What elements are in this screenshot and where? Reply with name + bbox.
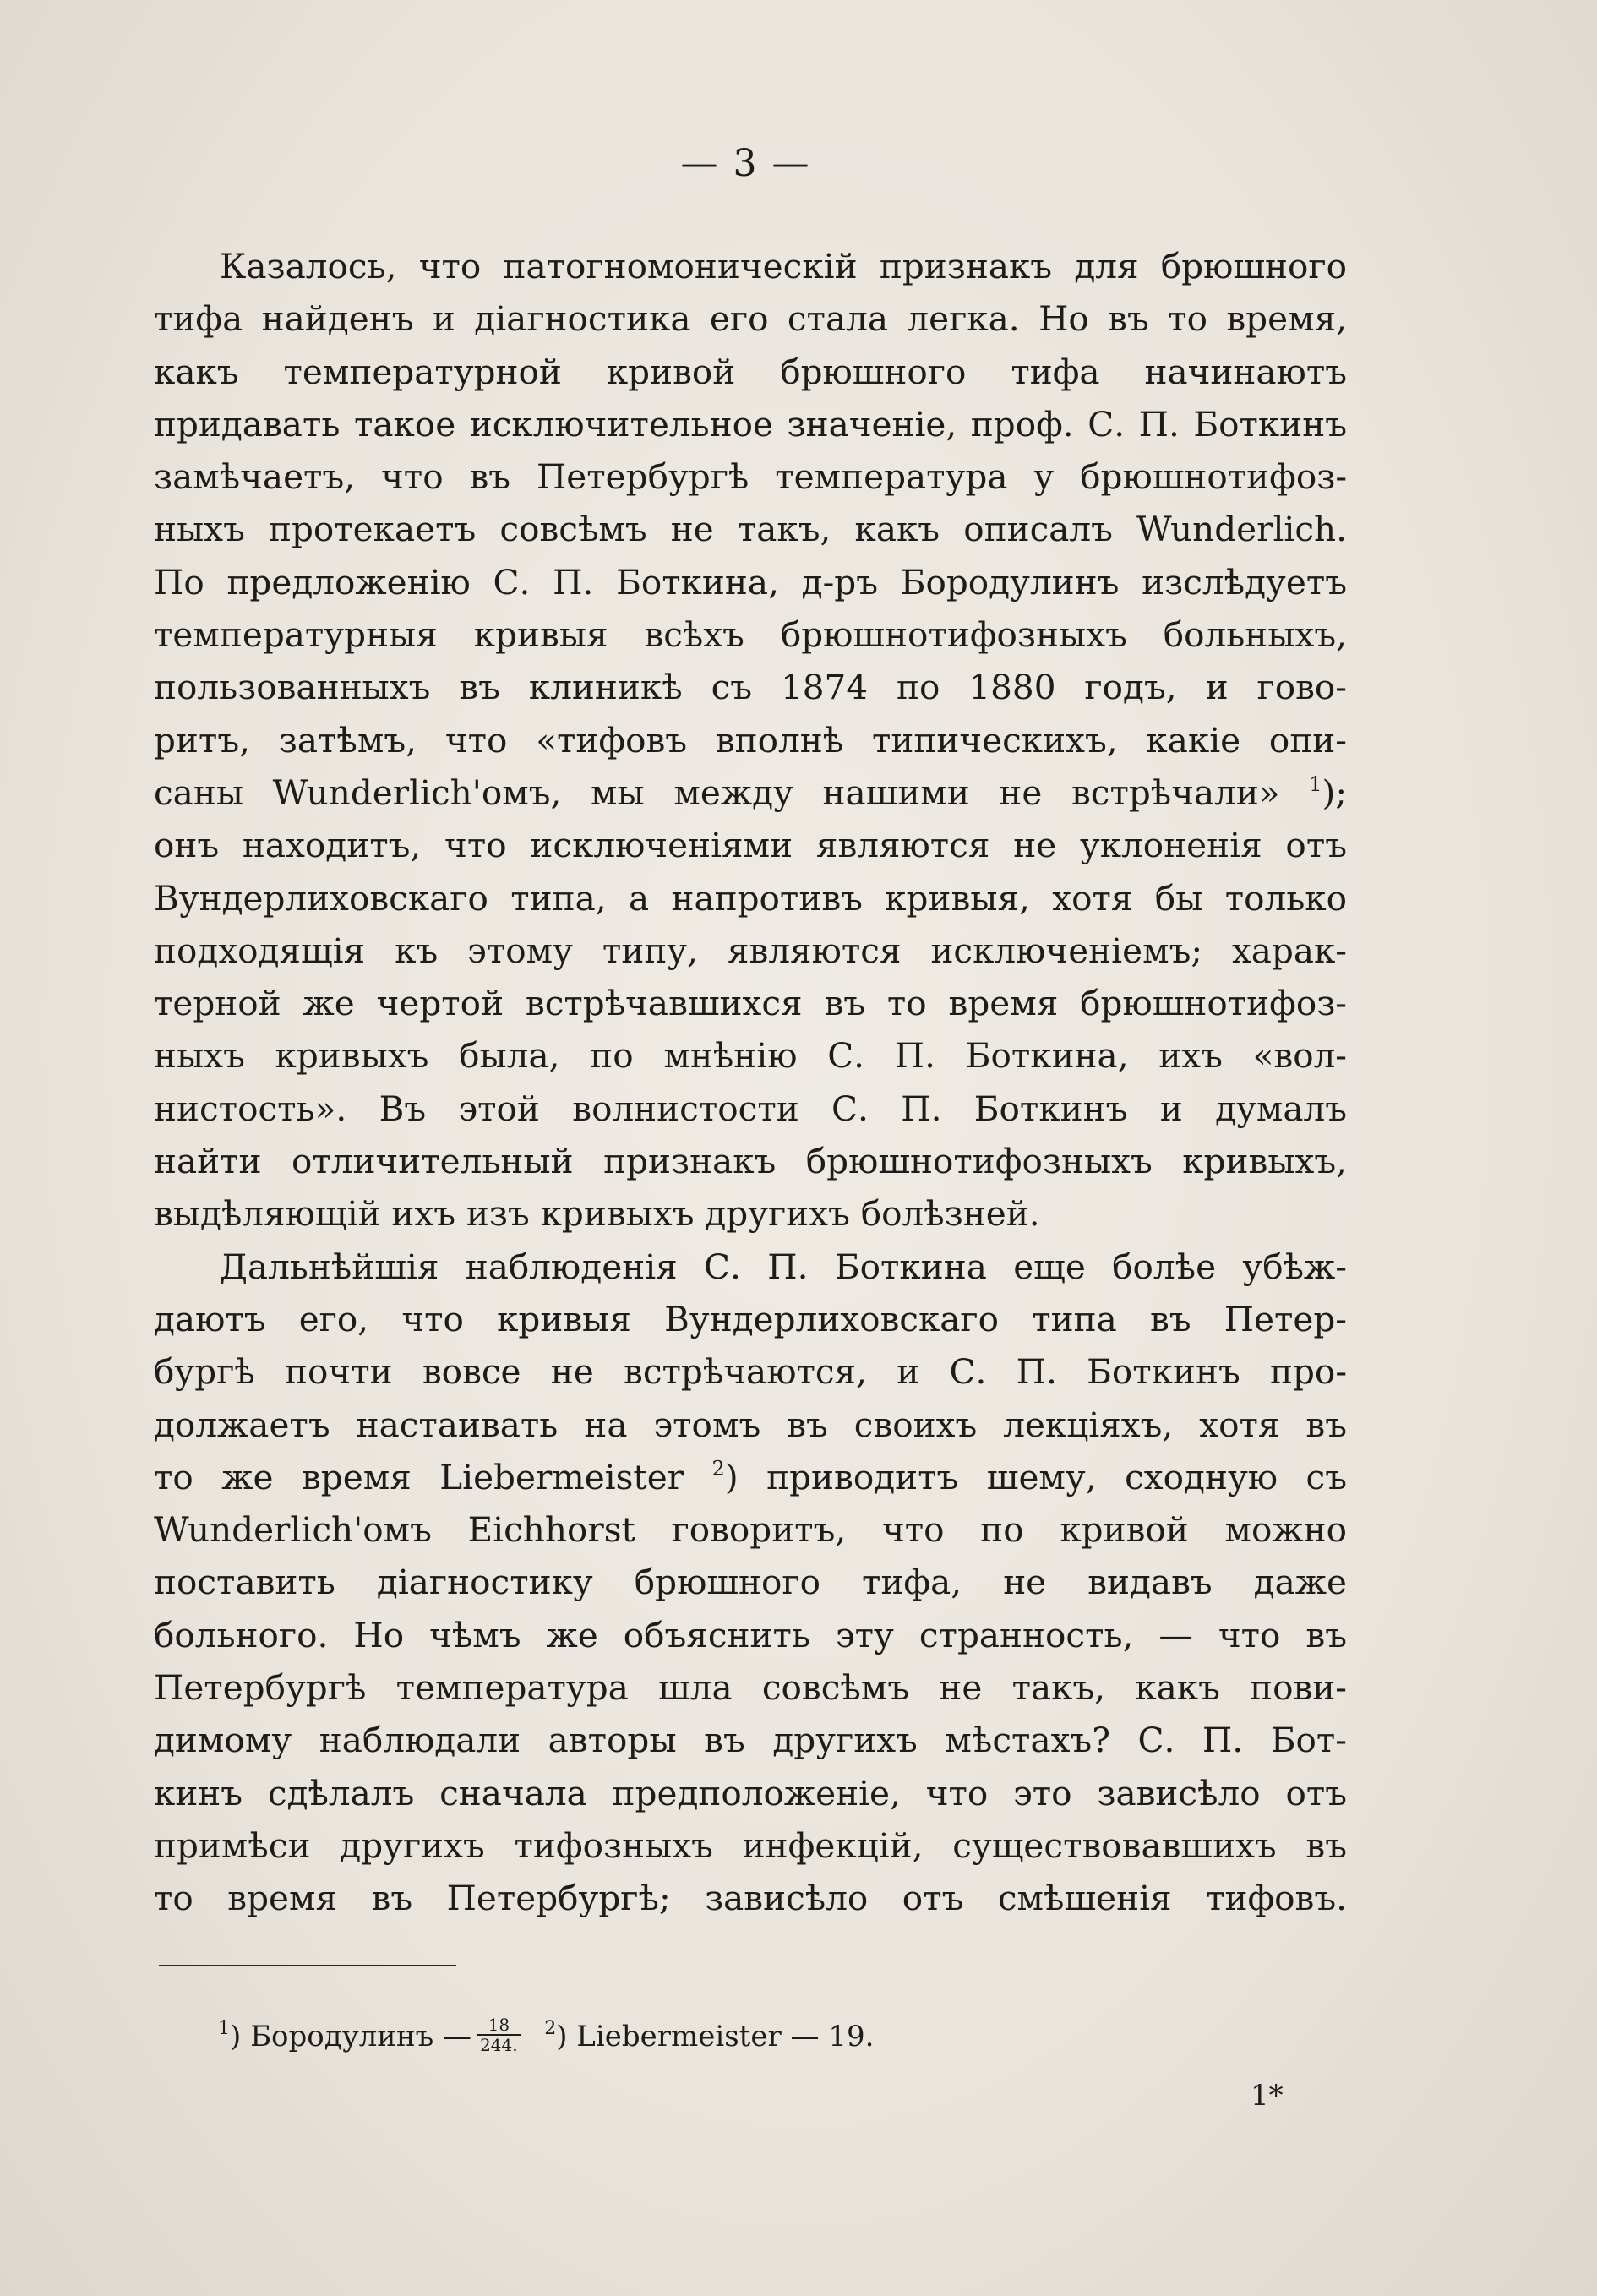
text-line: димому наблюдали авторы въ другихъ мѣстахъ? С. П. Бот- xyxy=(154,1720,1347,1761)
text-line: замѣчаетъ, что въ Петербургѣ температура у брюшнотифоз- xyxy=(154,456,1347,498)
footnote-1 xyxy=(218,2015,526,2055)
text-line: то время въ Петербургѣ; зависѣло отъ смѣшенія тифовъ. xyxy=(154,1878,1347,1919)
text-line-with-footnote xyxy=(154,766,1347,819)
text-line: кинъ сдѣлалъ сначала предположеніе, что это зависѣло отъ xyxy=(154,1772,1347,1813)
text-line: терной же чертой встрѣчавшихся въ то время брюшнотифоз- xyxy=(154,983,1347,1024)
text-line: даютъ его, что кривыя Вундерлиховскаго типа въ Петер- xyxy=(154,1298,1347,1339)
text-line: придавать такое исключительное значеніе, проф. С. П. Боткинъ xyxy=(154,403,1347,444)
text-line: тифа найденъ и діагностика его стала легка. Но въ то время, xyxy=(154,298,1347,340)
text-line-with-footnote xyxy=(154,1451,1347,1503)
text-line: примѣси другихъ тифозныхъ инфекцій, существовавшихъ въ xyxy=(154,1824,1347,1866)
footnote-fraction xyxy=(477,2015,521,2054)
text-line: найти отличительный признакъ брюшнотифозныхъ кривыхъ, xyxy=(154,1141,1347,1182)
footnote-marker: 1 xyxy=(218,2018,230,2039)
text-line: Петербургѣ температура шла совсѣмъ не такъ, какъ пови- xyxy=(154,1667,1347,1709)
text-line: Вундерлиховскаго типа, а напротивъ кривыя, хотя бы только xyxy=(154,877,1347,919)
text-line: температурныя кривыя всѣхъ брюшнотифозныхъ больныхъ, xyxy=(154,614,1347,656)
footnote-2 xyxy=(544,2020,874,2053)
text-line: должаетъ настаивать на этомъ въ своихъ лекціяхъ, хотя въ xyxy=(154,1404,1347,1445)
text-line: По предложенію С. П. Боткина, д-ръ Бородулинъ изслѣдуетъ xyxy=(154,561,1347,603)
footnote-ref: 1 xyxy=(1309,772,1322,796)
signature-mark: 1* xyxy=(1251,2079,1284,2113)
footnote-text: ) Liebermeister — 19. xyxy=(556,2020,875,2053)
text-line-segment: саны Wunderlich'омъ, мы между нашими не встрѣчали» xyxy=(154,772,1280,813)
text-line: нистость». Въ этой волнистости С. П. Боткинъ и думалъ xyxy=(154,1088,1347,1129)
text-line: онъ находитъ, что исключеніями являются не уклоненія отъ xyxy=(154,825,1347,866)
footnote-ref: 2 xyxy=(711,1456,725,1481)
text-line: ныхъ кривыхъ была, по мнѣнію С. П. Боткина, ихъ «вол- xyxy=(154,1035,1347,1077)
footnotes xyxy=(218,2011,1063,2062)
footnote-marker: 2 xyxy=(544,2018,557,2039)
text-line: ритъ, затѣмъ, что «тифовъ вполнѣ типическихъ, какіе опи- xyxy=(154,719,1347,761)
text-line: бургѣ почти вовсе не встрѣчаются, и С. П. Боткинъ про- xyxy=(154,1351,1347,1393)
fraction-denominator: 244. xyxy=(480,2035,518,2055)
text-line: больного. Но чѣмъ же объяснить эту странность, — что въ xyxy=(154,1614,1347,1655)
fraction-numerator: 18 xyxy=(477,2015,521,2036)
footnote-divider xyxy=(159,1965,456,1966)
text-line: Дальнѣйшія наблюденія С. П. Боткина еще болѣе убѣж- xyxy=(220,1246,1347,1287)
text-line: выдѣляющій ихъ изъ кривыхъ другихъ болѣзней. xyxy=(154,1193,1040,1235)
text-line-segment: ); xyxy=(1322,772,1347,813)
text-line-segment: то же время Liebermeister xyxy=(154,1456,684,1497)
footnote-text: ) Бородулинъ — xyxy=(230,2020,472,2053)
page-number: — 3 — xyxy=(680,142,811,185)
text-line: какъ температурной кривой брюшного тифа начинаютъ xyxy=(154,351,1347,392)
text-line-segment: ) приводитъ шему, сходную съ xyxy=(724,1456,1347,1497)
text-line: Wunderlich'омъ Eichhorst говоритъ, что по кривой можно xyxy=(154,1509,1347,1551)
text-line: пользованныхъ въ клиникѣ съ 1874 по 1880 годъ, и гово- xyxy=(154,667,1347,708)
text-line: Казалось, что патогномоническій признакъ для брюшного xyxy=(220,246,1347,286)
body-text xyxy=(154,240,1347,1925)
text-line: поставить діагностику брюшного тифа, не видавъ даже xyxy=(154,1562,1347,1603)
text-line: ныхъ протекаетъ совсѣмъ не такъ, какъ описалъ Wunderlich. xyxy=(154,509,1347,550)
text-line: подходящія къ этому типу, являются исключеніемъ; харак- xyxy=(154,930,1347,971)
